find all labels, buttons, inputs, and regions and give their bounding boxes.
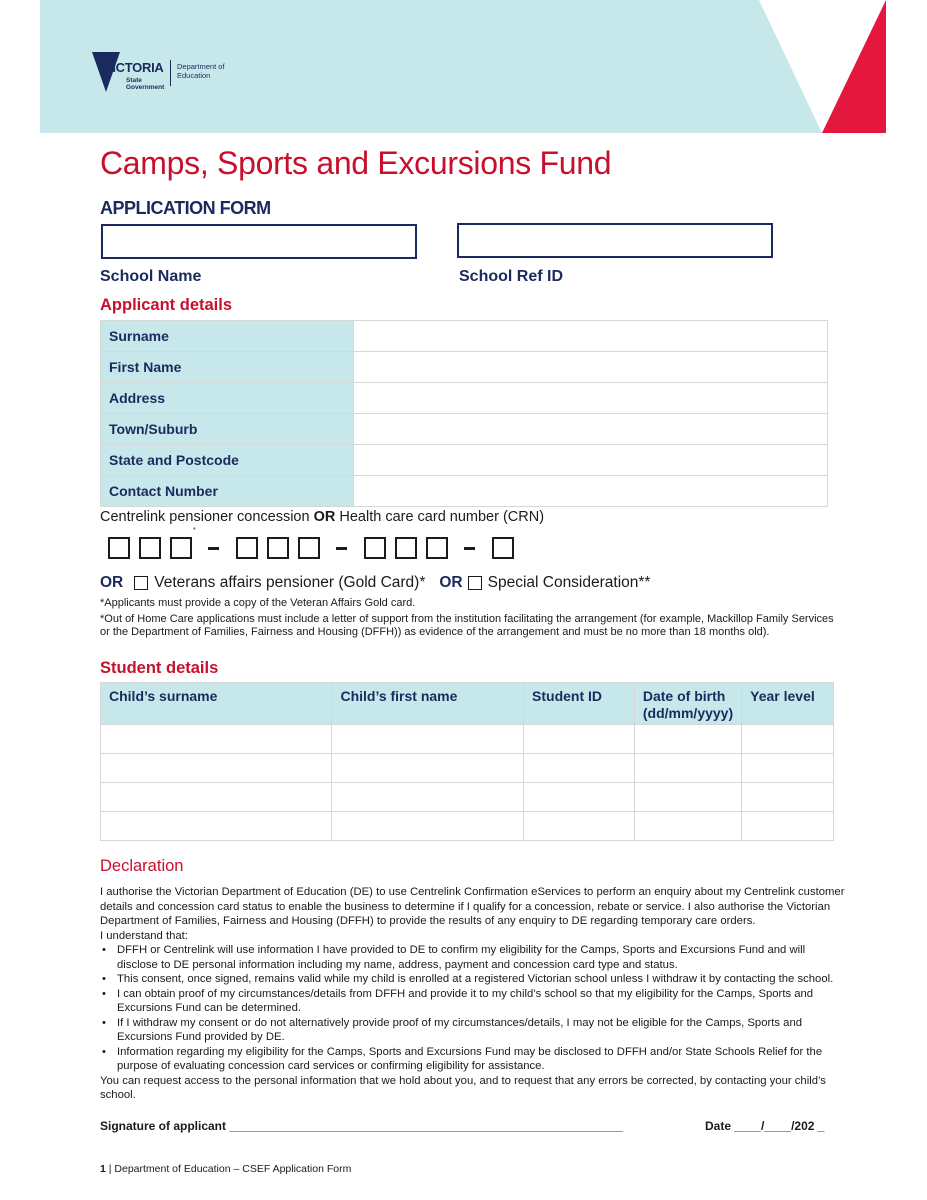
column-header: Student ID bbox=[524, 683, 635, 725]
crn-dash bbox=[464, 547, 475, 550]
school-ref-input[interactable] bbox=[457, 223, 773, 258]
list-item: • This consent, once signed, remains valid while my child is enrolled at a registered Victorian school unless I withdraw it by contacting the school. bbox=[117, 972, 848, 987]
column-header: Date of birth (dd/mm/yyyy) bbox=[634, 683, 741, 725]
crn-dash bbox=[208, 547, 219, 550]
crn-digit-box[interactable] bbox=[139, 537, 161, 559]
table-cell[interactable] bbox=[101, 754, 332, 783]
address-input[interactable] bbox=[354, 383, 828, 414]
date-field[interactable]: Date ____/____/202 _ bbox=[705, 1119, 825, 1133]
alternative-options bbox=[100, 574, 650, 592]
table-cell[interactable] bbox=[101, 783, 332, 812]
crn-digit-box[interactable] bbox=[492, 537, 514, 559]
table-cell[interactable] bbox=[524, 783, 635, 812]
town-input[interactable] bbox=[354, 414, 828, 445]
table-row bbox=[101, 754, 834, 783]
school-name-label: School Name bbox=[100, 268, 202, 285]
crn-dash bbox=[336, 547, 347, 550]
school-ref-label: School Ref ID bbox=[459, 268, 564, 285]
crn-digit-box[interactable] bbox=[298, 537, 320, 559]
field-label: Town/Suburb bbox=[101, 414, 354, 445]
page-number: 1 bbox=[100, 1163, 106, 1175]
table-cell[interactable] bbox=[742, 812, 834, 841]
list-item: • DFFH or Centrelink will use information I have provided to DE to confirm my eligibility for the Camps, Sports and Excursions Fund and will disclose to DE personal information including my name, address, payment and concession card type and status. bbox=[117, 943, 848, 972]
table-cell[interactable] bbox=[524, 812, 635, 841]
declaration-list bbox=[100, 943, 848, 1074]
crn-digit-box[interactable] bbox=[236, 537, 258, 559]
note-out-of-home-care: *Out of Home Care applications must include a letter of support from the institution facilitating the arrangement (for example, Mackillop Family Services or the Department of Families, Fairness and Housing (DFFH)) as evidence of the arrangement and must be no more than 18 months old). bbox=[100, 613, 834, 638]
logo-divider bbox=[170, 60, 171, 86]
list-item: • Information regarding my eligibility for the Camps, Sports and Excursions Fund may be disclosed to DFFH and/or State Schools Relief for the purpose of evaluating concession card services or confirming eligibility for assistance. bbox=[117, 1045, 848, 1074]
crn-star: * bbox=[193, 527, 196, 534]
crn-digit-box[interactable] bbox=[108, 537, 130, 559]
column-header: Child’s surname bbox=[101, 683, 332, 725]
logo-department: Department of Education bbox=[177, 62, 225, 80]
form-subtitle: APPLICATION FORM bbox=[100, 198, 271, 218]
applicant-table bbox=[100, 320, 828, 507]
table-cell[interactable] bbox=[332, 754, 524, 783]
table-cell[interactable] bbox=[332, 725, 524, 754]
table-cell[interactable] bbox=[332, 812, 524, 841]
table-row bbox=[101, 445, 828, 476]
field-label: Address bbox=[101, 383, 354, 414]
signature-field[interactable]: Signature of applicant ___________________________________________________________ bbox=[100, 1119, 624, 1133]
column-header: Year level bbox=[742, 683, 834, 725]
table-cell[interactable] bbox=[332, 783, 524, 812]
declaration-body bbox=[100, 885, 848, 1103]
table-cell[interactable] bbox=[524, 754, 635, 783]
crn-label: Centrelink pensioner concession OR Health care card number (CRN) bbox=[100, 509, 545, 525]
list-item: • If I withdraw my consent or do not alternatively provide proof of my circumstances/details, I may not be eligible for the Camps, Sports and Excursions Fund provided by DE. bbox=[117, 1016, 848, 1045]
first-name-input[interactable] bbox=[354, 352, 828, 383]
school-name-input[interactable] bbox=[101, 224, 417, 259]
footer-text: | Department of Education – CSEF Application Form bbox=[105, 1163, 352, 1175]
table-row bbox=[101, 812, 834, 841]
table-cell[interactable] bbox=[634, 754, 741, 783]
list-item: • I can obtain proof of my circumstances/details from DFFH and provide it to my child’s school so that my eligibility for the Camps, Sports and Excursions Fund can be determined. bbox=[117, 987, 848, 1016]
table-cell[interactable] bbox=[742, 725, 834, 754]
table-cell[interactable] bbox=[634, 725, 741, 754]
contact-number-input[interactable] bbox=[354, 476, 828, 507]
field-label: First Name bbox=[101, 352, 354, 383]
table-row bbox=[101, 725, 834, 754]
table-cell[interactable] bbox=[742, 783, 834, 812]
field-label: State and Postcode bbox=[101, 445, 354, 476]
note-veterans: *Applicants must provide a copy of the Veteran Affairs Gold card. bbox=[100, 597, 416, 609]
declaration-intro: I authorise the Victorian Department of Education (DE) to use Centrelink Confirmation eServices to perform an enquiry about my Centrelink customer details and concession card status to enable the business to determine if I qualify for a concession, rebate or service. I also authorise the Victorian Department of Families, Fairness and Housing (DFFH) to provide the results of any enquiry to DE regarding temporary care orders. bbox=[100, 886, 845, 927]
logo-sub: State Government bbox=[126, 77, 165, 91]
table-row bbox=[101, 783, 834, 812]
table-header-row bbox=[101, 683, 834, 725]
state-postcode-input[interactable] bbox=[354, 445, 828, 476]
declaration-understand: I understand that: bbox=[100, 929, 188, 942]
applicant-heading: Applicant details bbox=[100, 296, 233, 314]
table-row bbox=[101, 321, 828, 352]
declaration-heading: Declaration bbox=[100, 857, 184, 875]
table-cell[interactable] bbox=[101, 812, 332, 841]
table-cell[interactable] bbox=[101, 725, 332, 754]
crn-digit-box[interactable] bbox=[426, 537, 448, 559]
or-label: OR bbox=[100, 574, 124, 591]
veterans-label: Veterans affairs pensioner (Gold Card)* bbox=[154, 574, 426, 591]
declaration-closing: You can request access to the personal information that we hold about you, and to request that any errors be corrected, by contacting your child’s school. bbox=[100, 1074, 826, 1101]
logo-mark bbox=[92, 52, 170, 94]
crn-digit-box[interactable] bbox=[267, 537, 289, 559]
student-heading: Student details bbox=[100, 659, 219, 677]
special-consideration-checkbox[interactable] bbox=[468, 576, 482, 590]
field-label: Surname bbox=[101, 321, 354, 352]
column-header: Child’s first name bbox=[332, 683, 524, 725]
crn-digit-box[interactable] bbox=[395, 537, 417, 559]
table-row bbox=[101, 414, 828, 445]
table-cell[interactable] bbox=[634, 812, 741, 841]
surname-input[interactable] bbox=[354, 321, 828, 352]
logo-word: VICTORIA bbox=[104, 60, 164, 75]
table-cell[interactable] bbox=[634, 783, 741, 812]
or-label: OR bbox=[439, 574, 463, 591]
field-label: Contact Number bbox=[101, 476, 354, 507]
victoria-logo bbox=[92, 52, 239, 94]
student-table bbox=[100, 682, 834, 841]
table-row bbox=[101, 476, 828, 507]
page-title: Camps, Sports and Excursions Fund bbox=[100, 145, 612, 181]
crn-digit-box[interactable] bbox=[364, 537, 386, 559]
table-row bbox=[101, 352, 828, 383]
special-consideration-label: Special Consideration** bbox=[487, 574, 651, 591]
page-footer bbox=[100, 1163, 351, 1175]
table-cell[interactable] bbox=[524, 725, 635, 754]
crn-digit-box[interactable] bbox=[170, 537, 192, 559]
table-row bbox=[101, 383, 828, 414]
table-cell[interactable] bbox=[742, 754, 834, 783]
veterans-checkbox[interactable] bbox=[134, 576, 148, 590]
